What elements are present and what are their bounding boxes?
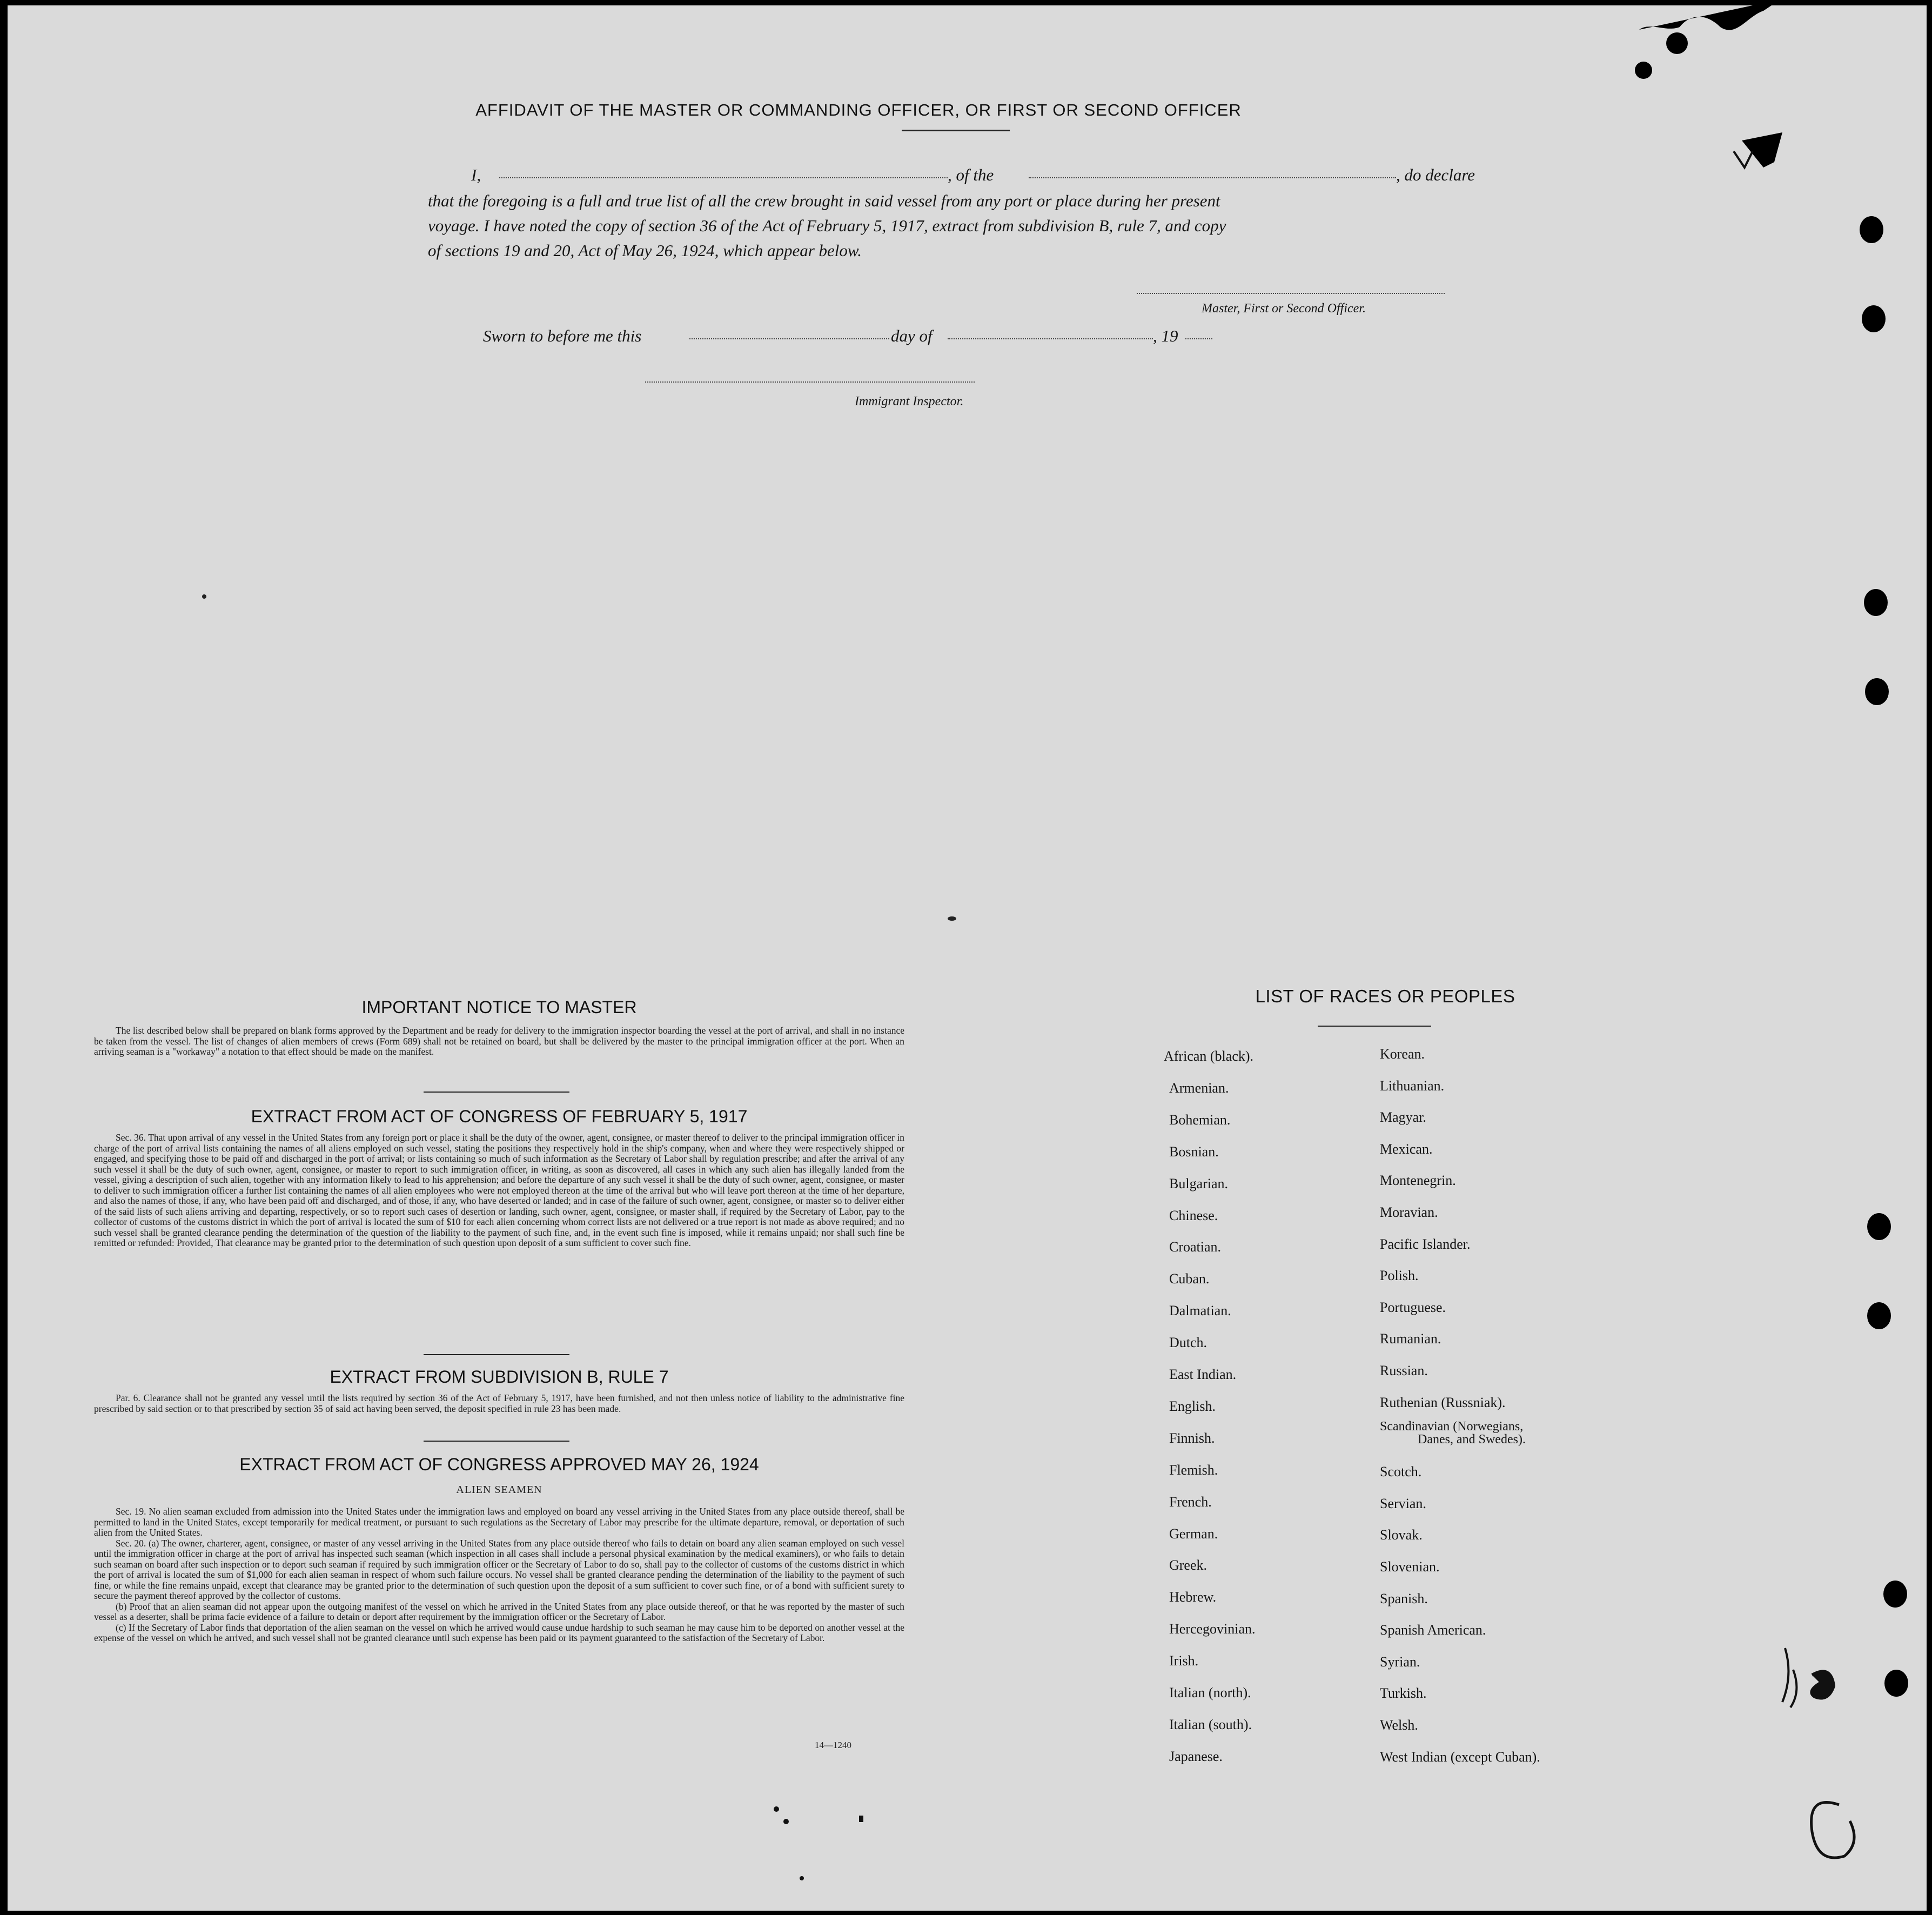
race-item: West Indian (except Cuban). [1380,1749,1540,1765]
race-item: Bosnian. [1169,1143,1219,1160]
speck [948,916,956,921]
race-item: Korean. [1380,1046,1425,1062]
speck [202,594,206,599]
race-item: Welsh. [1380,1717,1418,1733]
race-item: Hebrew. [1169,1589,1217,1605]
race-item: Magyar. [1380,1109,1426,1126]
race-item: Turkish. [1380,1685,1427,1702]
race-item: Chinese. [1169,1207,1218,1223]
punch-hole [1867,1213,1891,1240]
punch-hole [1883,1581,1907,1608]
race-item: Scotch. [1380,1464,1422,1480]
race-item: Ruthenian (Russniak). [1380,1394,1506,1410]
extract-1924-title: EXTRACT FROM ACT OF CONGRESS APPROVED MAY 26, 1924 [239,1455,759,1474]
affidavit-i: I, [471,165,481,184]
race-item: East Indian. [1169,1367,1237,1382]
rule7-title: EXTRACT FROM SUBDIVISION B, RULE 7 [330,1367,669,1387]
race-item: Italian (south). [1169,1716,1252,1732]
punch-hole [1862,305,1886,332]
document-page [8,5,1927,1911]
affidavit-of-the: , of the [948,165,994,184]
race-item: Croatian. [1169,1239,1222,1255]
alien-seamen-subtitle: ALIEN SEAMEN [456,1484,542,1496]
race-item: Portuguese. [1380,1299,1446,1315]
inspector-signature-line[interactable] [645,381,975,383]
race-item: Moravian. [1380,1204,1438,1220]
form-number: 14—1240 [815,1740,851,1750]
master-signature-label: Master, First or Second Officer. [1202,302,1366,316]
notice-title: IMPORTANT NOTICE TO MASTER [361,997,637,1017]
extract-1917-body [94,1133,904,1249]
sec20c-text: (c) If the Secretary of Labor finds that deportation of the alien seaman on the vessel on which he arrived would cause undue hardship to such seaman he may cause him to be deported on another vessel at the expense of the vessel on which he arrived, and such vessel shall not be granted clearance until such expense has been paid or its payment guaranteed to the satisfaction of the Secretary of Labor. [94,1622,904,1643]
race-item: Greek. [1169,1557,1208,1573]
affidavit-declare: , do declare [1396,165,1475,184]
affidavit-line3: voyage. I have noted the copy of section 36 of the Act of February 5, 1917, extract from subdivision B, rule 7, and copy [428,216,1226,235]
sworn-year-blank[interactable] [1185,338,1212,339]
race-item: Slovenian. [1380,1559,1440,1575]
speck [774,1806,779,1812]
extract-1917-title: EXTRACT FROM ACT OF CONGRESS OF FEBRUARY 5, 1917 [251,1107,748,1126]
race-item: Cuban. [1169,1271,1210,1287]
race-item: Mexican. [1380,1141,1433,1157]
notice-body [94,1026,904,1057]
race-item: Dutch. [1169,1335,1208,1351]
race-item: Polish. [1380,1268,1419,1284]
notice-text: The list described below shall be prepared on blank forms approved by the Department and be ready for delivery to the immigration inspector boarding the vessel at the port of arrival, and shall in no instance be taken from the vessel. The list of changes of alien members of crews (Form 689) shall not be retained on board, but shall be delivered by the master to the principal immigration officer at the port. When an arriving seaman is a "workaway" a notation to that effect should be made on the manifest. [94,1025,904,1057]
sec20a-text: Sec. 20. (a) The owner, charterer, agent, consignee, or master of any vessel arriving in the United States from any place outside thereof who fails to detain on board any alien seaman employed on such vessel until the immigration officer in charge at the port of arrival has inspected such seaman (which inspection in all cases shall include a personal physical examination by the medical examiners), or who fails to detain such seaman on board after such inspection or to deport such seaman if required by such immigration officer or the Secretary of Labor to do so, shall pay to the collector of customs of the customs district in which the port of arrival is located the sum of $1,000 for each alien seaman in respect of whom such failure occurs. No vessel shall be granted clearance pending the determination of the liability to the payment of such fine, or while the fine remains unpaid, except that clearance may be granted prior to the determination of such question upon the deposit of a sum sufficient to cover such fine, or of a bond with sufficient surety to secure the payment thereof approved by the collector of customs. [94,1537,904,1601]
race-item: Slovak. [1380,1527,1423,1543]
punch-hole [1864,589,1888,616]
name-blank[interactable] [499,177,948,178]
races-title: LIST OF RACES OR PEOPLES [1255,986,1515,1006]
race-item: Dalmatian. [1169,1303,1231,1319]
sec36-text: Sec. 36. That upon arrival of any vessel in the United States from any foreign port or place it shall be the duty of the owner, agent, consignee, or master thereof to deliver to the principal immigration officer in charge of the port of arrival lists containing the names of all aliens employed on such vessel, stating the positions they respectively hold in the ship's company, when and where they were respectively shipped or engaged, and specifying those to be paid off and discharged in the port of arrival; or lists containing so much of such information as the Secretary of Labor shall by regulation prescribe; and after the arrival of any such vessel it shall be the duty of such owner, agent, consignee, or master to report to such immigration officer, in writing, as soon as discovered, all cases in which any such alien has illegally landed from the vessel, giving a description of such alien, together with any information likely to lead to his apprehension; and before the departure of any such vessel it shall be the duty of such owner, agent, consignee, or master to deliver to such immigration officer a further list containing the names of all alien employees who were not employed thereon at the time of the arrival but who will leave port thereon at the time of her departure, and also the names of those, if any, who have been paid off and discharged, and of those, if any, who have deserted or landed; and in case of the failure of such owner, agent, consignee, or master so to deliver either of the said lists of such aliens arriving and departing, respectively, or so to report such cases of desertion or landing, such owner, agent, consignee, or master shall, if required by the Secretary of Labor, pay to the collector of customs of the customs district in which the port of arrival is located the sum of $10 for each alien concerning whom correct lists are not delivered or a true report is not made as above required; and no such vessel shall be granted clearance pending the determination of the question of the liability to the payment of such fine, and, in the event such fine is imposed, while it remains unpaid; nor shall such fine be remitted or refunded: Provided, That clearance may be granted prior to the determination of such question upon deposit of a sum sufficient to cover such fine. [94,1132,904,1248]
torn-edge-damage [1628,5,1927,222]
race-item: English. [1169,1398,1216,1414]
race-item: Flemish. [1169,1462,1218,1478]
race-item: Russian. [1380,1363,1428,1378]
race-item: Rumanian. [1380,1331,1441,1347]
race-item: Italian (north). [1169,1685,1251,1700]
handwritten-marks [1769,1643,1877,1902]
race-item: Pacific Islander. [1380,1236,1471,1252]
races-divider [1318,1026,1431,1027]
race-item: Montenegrin. [1380,1173,1456,1189]
year-label: , 19 [1153,326,1178,345]
inspector-label: Immigrant Inspector. [855,394,964,409]
rule7-body [94,1393,904,1414]
race-item: Danes, and Swedes). [1418,1432,1526,1447]
divider-1 [424,1092,569,1093]
race-item: Spanish American. [1380,1622,1486,1638]
race-item: Bulgarian. [1169,1175,1229,1191]
race-item: Finnish. [1169,1430,1215,1446]
race-item: Scandinavian (Norwegians, [1380,1419,1524,1434]
affidavit-title: AFFIDAVIT OF THE MASTER OR COMMANDING OFFICER, OR FIRST OR SECOND OFFICER [475,101,1242,119]
race-item: Spanish. [1380,1590,1428,1606]
race-item: German. [1169,1525,1218,1542]
speck [859,1816,863,1822]
affidavit-line2: that the foregoing is a full and true list of all the crew brought in said vessel from any port or place during her present [428,191,1220,210]
sworn-label: Sworn to before me this [483,326,642,345]
sworn-month-blank[interactable] [948,338,1153,339]
sec20b-text: (b) Proof that an alien seaman did not appear upon the outgoing manifest of the vessel on which he arrived in the United States from any place outside thereof, or that he was reported by the master of such vessel as a deserter, shall be prima facie evidence of a failure to detain or deport after requirement by the immigration officer or the Secretary of Labor. [94,1601,904,1622]
sec19-text: Sec. 19. No alien seaman excluded from admission into the United States under the immigration laws and employed on board any vessel arriving in the United States from any place outside thereof, shall be permitted to land in the United States, except temporarily for medical treatment, or pursuant to such regulations as the Secretary of Labor may prescribe for the ultimate departure, removal, or deportation of such alien from the United States. [94,1506,904,1538]
punch-hole [1884,1670,1908,1697]
punch-hole [1865,678,1889,705]
title-divider [902,130,1010,131]
race-item: Hercegovinian. [1169,1621,1256,1637]
affidavit-line4: of sections 19 and 20, Act of May 26, 1924, which appear below. [428,241,862,260]
race-item: African (black). [1164,1048,1254,1064]
punch-hole [1867,1302,1891,1329]
master-signature-line[interactable] [1137,293,1445,294]
speck [783,1819,789,1824]
sworn-day-blank[interactable] [689,338,889,339]
race-item: Lithuanian. [1380,1077,1445,1094]
speck [800,1876,804,1880]
vessel-blank[interactable] [1029,177,1396,178]
race-item: Japanese. [1169,1748,1223,1764]
race-item: Syrian. [1380,1653,1420,1670]
race-item: Irish. [1169,1653,1199,1669]
race-item: French. [1169,1494,1212,1510]
par6-text: Par. 6. Clearance shall not be granted any vessel until the lists required by section 36 of the Act of February 5, 1917, have been furnished, and not then unless notice of liability to the administrative fine prescribed by said section or to that prescribed by section 35 of said act having been served, the deposit specified in rule 23 has been made. [94,1392,904,1414]
divider-2 [424,1354,569,1355]
divider-3 [424,1441,569,1442]
race-item: Armenian. [1169,1080,1229,1096]
race-item: Bohemian. [1169,1111,1231,1128]
day-of-label: day of [891,326,933,345]
race-item: Servian. [1380,1495,1426,1511]
extract-1924-body [94,1506,904,1644]
